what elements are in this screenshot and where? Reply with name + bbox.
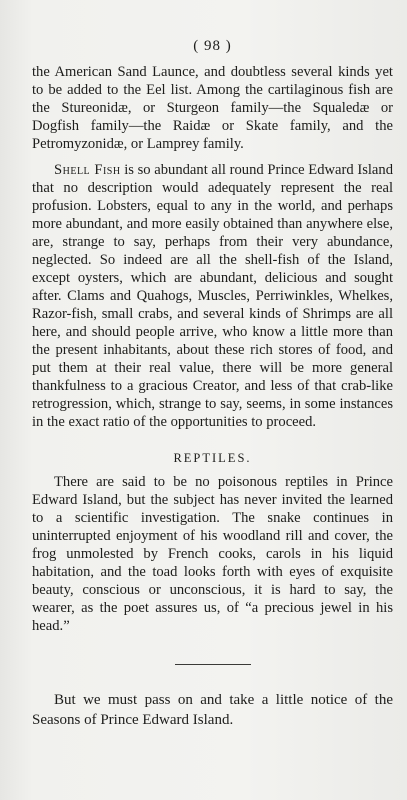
section-divider [175,664,251,665]
shellfish-text: is so abundant all round Prince Edward Island that no description would adequately represent the real profusion. Lobsters, equal to any in the world, and perhaps more abundant, and more easily obtained than anywhere else, are, strange to say, perhaps from their very abundance, neglected. So indeed are all the shell-fish of the Island, except oysters, which are abundant, delicious and sought after. Clams and Quahogs, Muscles, Perriwinkles, Whelkes, Razor-fish, small crabs, and several kinds of Shrimps are all here, and should people arrive, who know a little more than the present inhabitants, about these rich stores of food, and put them at their real value, there will be more general thankfulness to a gracious Creator, and less of that crab-like retrogression, which, strange to say, seems, in some instances in the exact ratio of the opportunities to proceed. [32,162,394,430]
closing-paragraph: But we must pass on and take a little notice of the Seasons of Prince Edward Island. [32,692,393,728]
reptiles-paragraph: There are said to be no poisonous reptiles in Prince Edward Island, but the subject has never invited the learned to a scientific investigation. The snake continues in uninterrupted enjoyment of his woodland rill and cover, the frog unmolested by French cooks, carols in his liquid habitation, and the toad looks forth with eyes of exquisite beauty, conscious or unconscious, it is hard to say, the wearer, as the poet assures us, of “a precious jewel in his head.” [32,474,393,634]
shellfish-lead: Shell Fish [54,162,121,178]
page-body [32,38,393,730]
shellfish-paragraph [32,161,393,431]
page-number: ( 98 ) [193,38,232,54]
reptiles-heading: REPTILES. [173,451,252,465]
continuation-paragraph: the American Sand Launce, and doubtless several kinds yet to be added to the Eel list. Among the cartilaginous fish are the Stureonidæ, or Sturgeon family—the Squaledæ or Dogfish family—the Raidæ or Skate family, and the Petromyzonidæ, or Lamprey family. [32,64,393,152]
